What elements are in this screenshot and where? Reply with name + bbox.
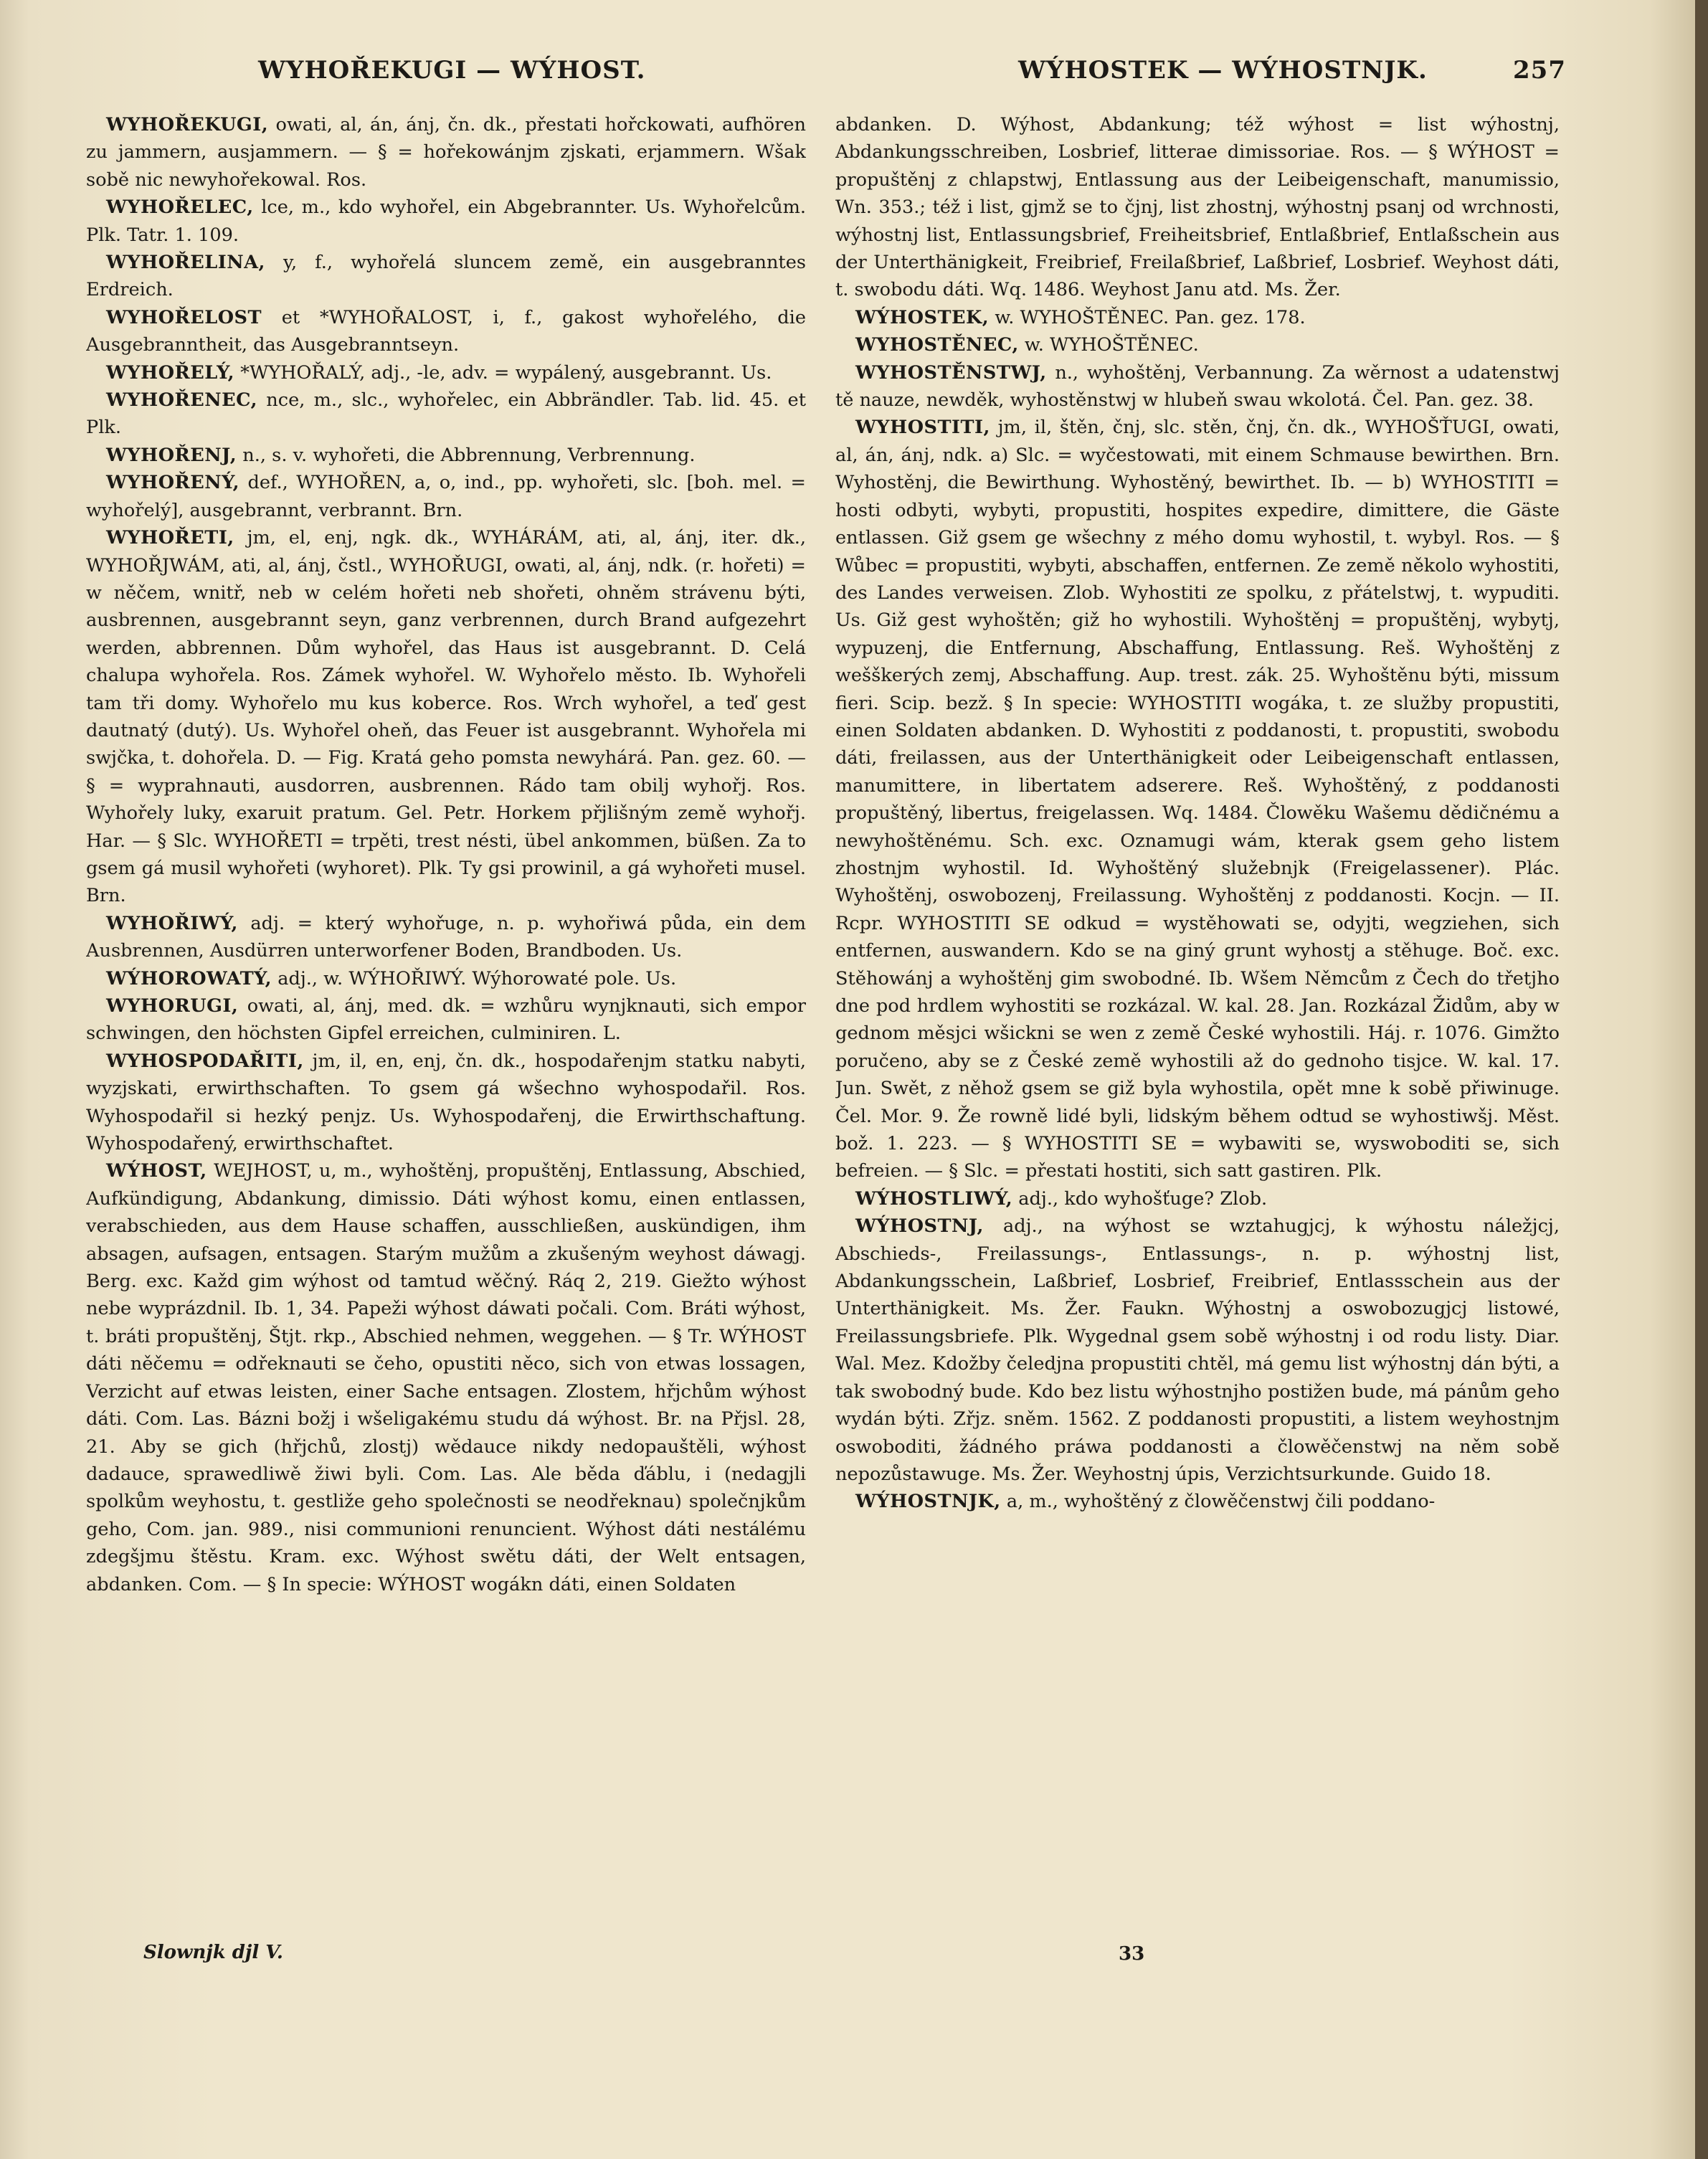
dictionary-entry: [86, 1157, 806, 1598]
dictionary-entry: [835, 331, 1560, 359]
headword: WÝHOSTNJ,: [855, 1215, 984, 1238]
dictionary-entry: [86, 965, 806, 992]
entry-text: def., WYHOŘEN, a, o, ind., pp. wyhořeti, slc. [boh. mel. = wyhořelý], ausgebrannt, verbrannt. Brn.: [86, 472, 806, 521]
dictionary-entry: [86, 442, 806, 469]
entry-text: adj., w. WÝHOŘIWÝ. Wýhorowaté pole. Us.: [277, 967, 677, 990]
dictionary-entry: [835, 414, 1560, 1185]
headword: WYHOŘELÝ,: [106, 361, 235, 384]
dictionary-entry: [86, 304, 806, 359]
headword: WYHOŘELOST: [106, 306, 262, 328]
headword: WÝHOROWATÝ,: [106, 967, 272, 990]
dictionary-entry: [86, 910, 806, 965]
page-edge: [1695, 0, 1708, 2159]
entry-text: a, m., wyhoštěný z člowěčenstwj čili poddano-: [1006, 1491, 1436, 1513]
headword: WÝHOST,: [106, 1160, 207, 1182]
headword: WÝHOSTNJK,: [855, 1491, 1001, 1513]
left-column: [86, 111, 806, 1947]
headword: WÝHOSTLIWÝ,: [855, 1187, 1013, 1210]
entry-text: WEJHOST, u, m., wyhoštěnj, propuštěnj, Entlassung, Abschied, Aufkündigung, Abdankung, dimissio. Dáti wýhost komu, einen entlassen, verabschieden, aus dem Hause schaffen, ausschließen, auskündigen, ihm absagen, aufsagen, entsagen. Starým mužům a zkušeným weyhost dáwagj. Berg. exc. Každ gim wýhost od tamtud wěčný. Ráq 2, 219. Giežto wýhost nebe wyprázdnil. Ib. 1, 34. Papeži wýhost dáwati počali. Com. Bráti wýhost, t. bráti propuštěnj, Štjt. rkp., Abschied nehmen, weggehen. — § Tr. WÝHOST dáti něčemu = odřeknauti se čeho, opustiti něco, sich von etwas lossagen, Verzicht auf etwas leisten, einer Sache entsagen. Zlostem, hřjchům wýhost dáti. Com. Las. Bázni božj i wšeligakému studu dá wýhost. Br. na Přjsl. 28, 21. Aby se gich (hřjchů, zlostj) wědauce nikdy nedopauštěli, wýhost dadauce, sprawedliwě žiwi byli. Com. Las. Ale běda ďáblu, i (nedagjli spolkům weyhostu, t. gestliže geho společnosti se neodřeknau) společnjkům geho, Com. jan. 989., nisi communioni renuncient. Wýhost dáti nestálému zdegšjmu štěstu. Kram. exc. Wýhost swětu dáti, der Welt entsagen, abdanken. Com. — § In specie: WÝHOST wogákn dáti, einen Soldaten: [86, 1160, 806, 1595]
signature-left: Slownjk djl V.: [143, 1942, 283, 1963]
dictionary-entry: [86, 992, 806, 1048]
entry-text: w. WYHOŠTĚNEC.: [1024, 334, 1199, 356]
headword: WYHOŘIWÝ,: [106, 912, 238, 934]
dictionary-entry: [86, 194, 806, 249]
dictionary-entry: [835, 359, 1560, 414]
right-column: [835, 111, 1560, 1954]
signature-center: 33: [1119, 1943, 1145, 1965]
entry-text: w. WYHOŠTĚNEC. Pan. gez. 178.: [995, 306, 1306, 328]
dictionary-entry: [86, 469, 806, 524]
headword: WYHOŘENJ,: [106, 444, 237, 466]
dictionary-entry: [86, 386, 806, 442]
dictionary-entry: [86, 359, 806, 386]
dictionary-entry: [835, 111, 1560, 304]
entry-text: y, f., wyhořelá sluncem země, ein ausgebranntes Erdreich.: [86, 252, 806, 301]
headword: WYHORUGI,: [106, 995, 239, 1017]
headword: WÝHOSTEK,: [855, 306, 990, 328]
entry-text: adj., kdo wyhošťuge? Zlob.: [1018, 1187, 1268, 1210]
entry-text: owati, al, án, ánj, čn. dk., přestati hořckowati, aufhören zu jammern, ausjammern. — § = hořekowánjm zjskati, erjammern. Wšak sobě nic newyhořekowal. Ros.: [86, 114, 806, 191]
entry-text: *WYHOŘALÝ, adj., -le, adv. = wypálený, ausgebrannt. Us.: [240, 361, 772, 384]
dictionary-entry: [835, 1488, 1560, 1515]
entry-text: lce, m., kdo wyhořel, ein Abgebrannter. Us. Wyhořelcům. Plk. Tatr. 1. 109.: [86, 196, 806, 246]
headword: WYHOŘELEC,: [106, 196, 254, 219]
entry-text: n., wyhoštěnj, Verbannung. Za wěrnost a udatenstwj tě nauze, newděk, wyhostěnstwj w hlubeň swau wkolotá. Čel. Pan. gez. 38.: [835, 361, 1560, 412]
entry-text: jm, il, štěn, čnj, slc. stěn, čnj, čn. dk., WYHOŠŤUGI, owati, al, án, ánj, ndk. a) Slc. = wyčestowati, mit einem Schmause bewirthen. Brn. Wyhostěnj, die Bewirthung. Wyhostěný, bewirthet. Ib. — b) WYHOSTITI = hosti odbyti, wybyti, propustiti, hospites expedire, dimittere, die Gäste entlassen. Giž gsem ge wšechny z mého domu wyhostil, t. wybyl. Ros. — § Wůbec = propustiti, wybyti, abschaffen, entfernen. Ze země několo wyhostiti, des Landes verweisen. Zlob. Wyhostiti ze spolku, z přátelstwj, t. wypuditi. Us. Giž gest wyhoštěn; giž ho wyhostili. Wyhoštěnj = propuštěnj, wybytj, wypuzenj, die Entfernung, Abschaffung, Entlassung. Reš. Wyhoštěnj z wešškerých zemj, Abschaffung. Aup. trest. zák. 25. Wyhoštěnu býti, missum fieri. Scip. bezž. § In specie: WYHOSTITI wogáka, t. ze služby propustiti, einen Soldaten abdanken. D. Wyhostiti z poddanosti, t. propustiti, swobodu dáti, freilassen, aus der Unterthänigkeit oder Leibeigenschaft entlassen, manumittere, in libertatem adserere. Reš. Wyhoštěný, z poddanosti propuštěný, libertus, freigelassen. Wq. 1484. Člowěku Wašemu dědičnému a newyhoštěnému. Sch. exc. Oznamugi wám, kterak gsem geho listem zhostnjm wyhostil. Id. Wyhoštěný služebnjk (Freigelassener). Plác. Wyhoštěnj, oswobozenj, Freilassung. Wyhoštěnj z poddanosti. Kocjn. — II. Rcpr. WYHOSTITI SE odkud = wystěhowati se, odyjti, wegziehen, sich entfernen, auswandern. Kdo se na giný grunt wyhostj a stěhuge. Boč. exc. Stěhowánj a wyhoštěnj gim swobodné. Ib. Wšem Němcům z Čech do třetjho dne pod hrdlem wyhostiti se rozkázal. W. kal. 28. Jan. Rozkázal Židům, aby w gednom měsjci wšickni se wen z země České wyhostili. Háj. r. 1076. Gimžto poručeno, aby se z České země wyhostili až do gednoho tisjce. W. kal. 17. Jun. Swět, z něhož gsem se giž byla wyhostila, opět mne k sobě přiwinuge. Čel. Mor. 9. Že rowně lidé byli, lidským během odtud se wyhostiwšj. Měst. bož. 1. 223. — § WYHOSTITI SE = wybawiti se, wyswoboditi se, sich befreien. — § Slc. = přestati hostiti, sich satt gastiren. Plk.: [835, 417, 1560, 1182]
entry-text: owati, al, ánj, med. dk. = wzhůru wynjknauti, sich empor schwingen, den höchsten Gipfel erreichen, culminiren. L.: [86, 995, 806, 1045]
page-number: 257: [1513, 56, 1566, 85]
dictionary-entry: [86, 524, 806, 910]
headword: WYHOŘENÝ,: [106, 472, 240, 494]
dictionary-entry: [835, 304, 1560, 331]
dictionary-entry: [86, 111, 806, 194]
headword: WYHOŘETI,: [106, 527, 234, 549]
headword: WYHOSTĚNSTWJ,: [855, 361, 1047, 384]
dictionary-entry: [835, 1185, 1560, 1213]
headword: WYHOŘENEC,: [106, 389, 257, 412]
entry-text: jm, il, en, enj, čn. dk., hospodařenjm statku nabyti, wyzjskati, erwirthschaften. To gsem gá wšechno wyhospodařil. Ros. Wyhospodařil si hezký penjz. Us. Wyhospodařenj, die Erwirthschaftung. Wyhospodařený, erwirthschaftet.: [86, 1050, 806, 1155]
entry-text: n., s. v. wyhořeti, die Abbrennung, Verbrennung.: [242, 444, 696, 466]
entry-text: nce, m., slc., wyhořelec, ein Abbrändler. Tab. lid. 45. et Plk.: [86, 389, 806, 439]
entry-text: et *WYHOŘALOST, i, f., gakost wyhořelého, die Ausgebranntheit, das Ausgebranntseyn.: [86, 306, 806, 356]
running-head-right: WÝHOSTEK — WÝHOSTNJK.: [1018, 56, 1428, 85]
headword: WYHOŘELINA,: [106, 252, 265, 274]
headword: WYHOŘEKUGI,: [106, 114, 269, 136]
running-head-left: WYHOŘEKUGI — WÝHOST.: [258, 56, 646, 85]
headword: WYHOSPODAŘITI,: [106, 1050, 304, 1072]
entry-text: adj. = který wyhořuge, n. p. wyhořiwá půda, ein dem Ausbrennen, Ausdürren unterworfener Boden, Brandboden. Us.: [86, 912, 806, 962]
entry-text: jm, el, enj, ngk. dk., WYHÁRÁM, ati, al, ánj, iter. dk., WYHOŘJWÁM, ati, al, ánj, čstl., WYHOŘUGI, owati, al, ánj, ndk. (r. hořeti) = w něčem, wnitř, neb w celém hořeti neb shořeti, ohněm strávenu býti, ausbrennen, ausgebrannt seyn, ganz verbrennen, durch Brand aufgezehrt werden, abbrennen. Dům wyhořel, das Haus ist ausgebrannt. D. Celá chalupa wyhořela. Ros. Zámek wyhořel. W. Wyhořelo město. Ib. Wyhořeli tam tři domy. Wyhořelo mu kus koberce. Ros. Wrch wyhořel, a teď gest dautnatý (dutý). Us. Wyhořel oheň, das Feuer ist ausgebrannt. Wyhořela mi swjčka, t. dohořela. D. — Fig. Kratá geho pomsta newyhárá. Pan. gez. 60. — § = wyprahnauti, ausdorren, ausbrennen. Rádo tam obilj wyhořj. Ros. Wyhořely luky, exaruit pratum. Gel. Petr. Horkem přjlišným země wyhořj. Har. — § Slc. WYHOŘETI = trpěti, trest nésti, übel ankommen, büßen. Za to gsem gá musil wyhořeti (wyhoret). Plk. Ty gsi prowinil, a gá wyhořeti musel. Brn.: [86, 527, 806, 907]
entry-text: adj., na wýhost se wztahugjcj, k wýhostu náležjcj, Abschieds-, Freilassungs-, Entlassungs-, n. p. wýhostnj list, Abdankungsschein, Laßbrief, Losbrief, Freibrief, Entlassschein aus der Unterthänigkeit. Ms. Žer. Faukn. Wýhostnj a oswobozugjcj listowé, Freilassungsbriefe. Plk. Wygednal gsem sobě wýhostnj i od rodu listy. Diar. Wal. Mez. Kdožby čeledjna propustiti chtěl, má gemu list wýhostnj dán býti, a tak swobodný bude. Kdo bez listu wýhostnjho postižen bude, má pánům geho wydán býti. Zřjz. sněm. 1562. Z poddanosti propustiti, a listem weyhostnjm oswoboditi, žádného práwa poddanosti a člowěčenstwj na něm sobě nepozůstawuge. Ms. Žer. Weyhostnj úpis, Verzichtsurkunde. Guido 18.: [835, 1215, 1560, 1485]
headword: WYHOSTĚNEC,: [855, 334, 1019, 356]
headword: WYHOSTITI,: [855, 417, 990, 439]
dictionary-entry: [835, 1213, 1560, 1488]
dictionary-entry: [86, 249, 806, 304]
entry-text: abdanken. D. Wýhost, Abdankung; též wýhost = list wýhostnj, Abdankungsschreiben, Losbrief, litterae dimissoriae. Ros. — § WÝHOST = propuštěnj z chlapstwj, Entlassung aus der Leibeigenschaft, manumissio, Wn. 353.; též i list, gjmž se to čjnj, list zhostnj, wýhostnj psanj od wrchnosti, wýhostnj list, Entlassungsbrief, Freiheitsbrief, Entlaßbrief, Entlaßschein aus der Unterthänigkeit, Freibrief, Freilaßbrief, Laßbrief, Losbrief. Weyhost dáti, t. swobodu dáti. Wq. 1486. Weyhost Janu atd. Ms. Žer.: [835, 114, 1560, 301]
dictionary-entry: [86, 1048, 806, 1158]
